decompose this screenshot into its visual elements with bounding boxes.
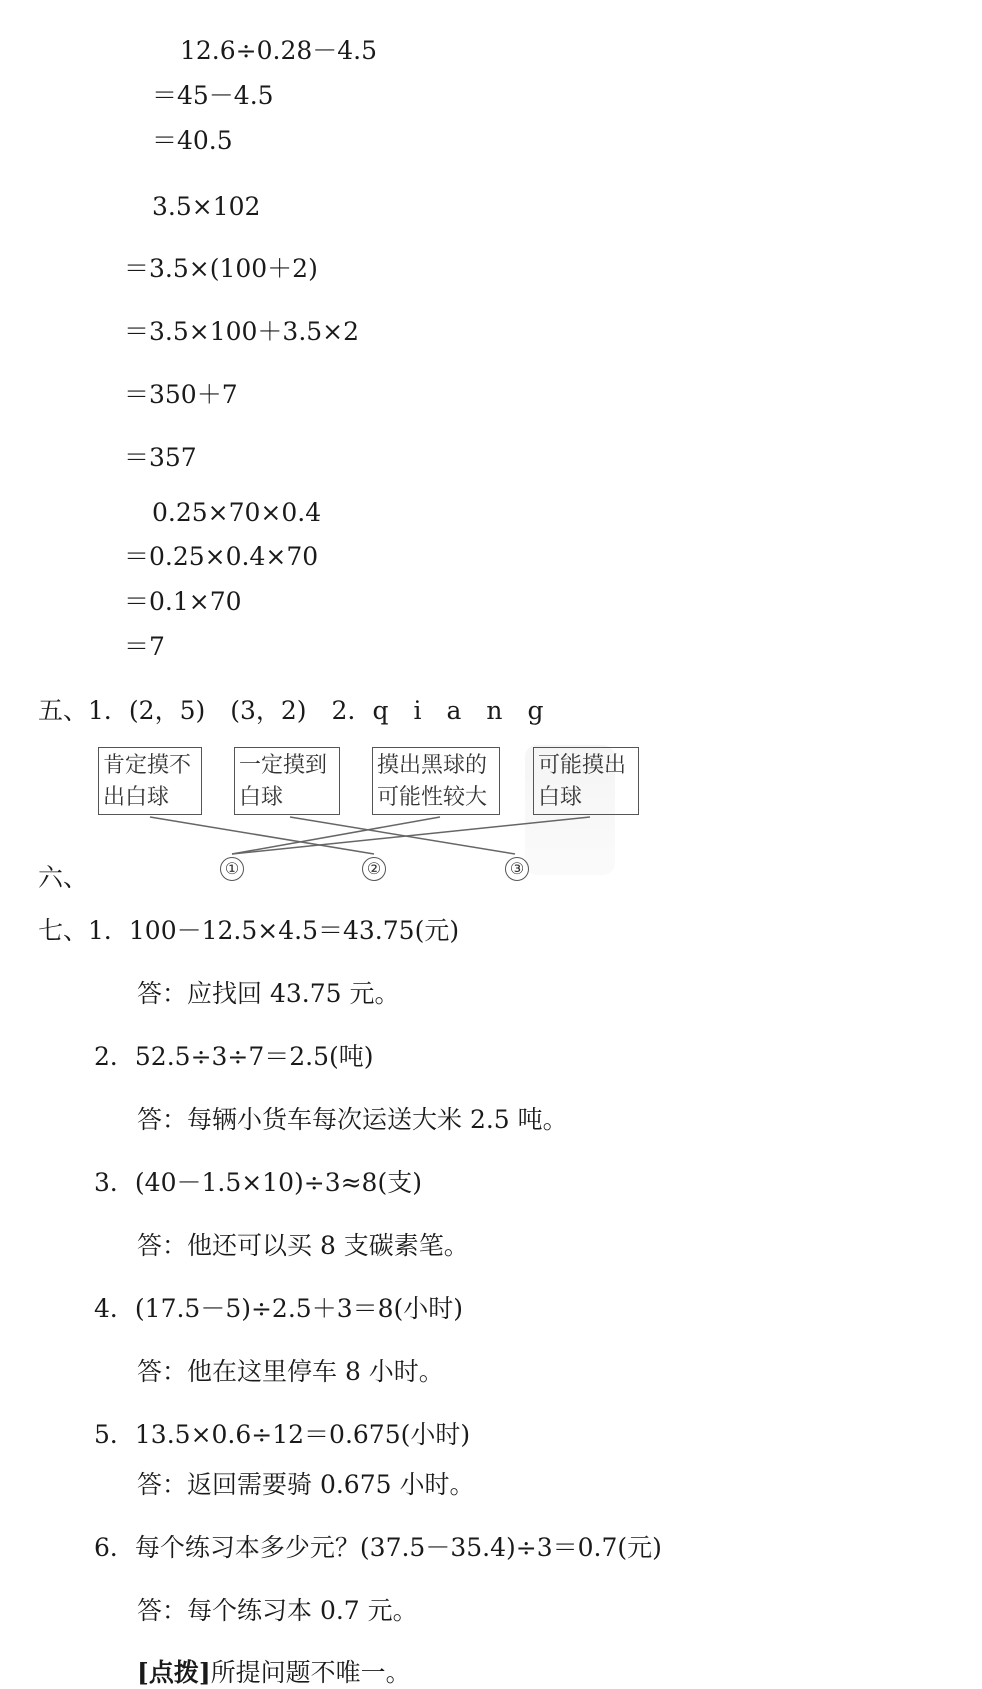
tip-text: 所提问题不唯一。 xyxy=(210,1658,411,1687)
problem5-answer: 答：返回需要骑 0.675 小时。 xyxy=(137,1470,475,1499)
problem3-equation: 3．(40－1.5×10)÷3≈8(支) xyxy=(94,1168,422,1197)
option-box-2-line1: 一定摸到 xyxy=(239,753,328,778)
option-box-3-line1: 摸出黑球的 xyxy=(377,753,488,778)
calc1-line2: ＝45－4.5 xyxy=(152,81,274,110)
section5-header: 五、1．(2，5) (3，2) 2．q i a n g xyxy=(38,696,544,725)
tip-line xyxy=(137,1660,411,1685)
match-line-2 xyxy=(290,817,515,854)
problem3-answer: 答：他还可以买 8 支碳素笔。 xyxy=(137,1231,469,1260)
calc1-line1: 12.6÷0.28－4.5 xyxy=(180,36,378,65)
option-box-4-line1: 可能摸出 xyxy=(538,753,627,778)
problem1-answer: 答：应找回 43.75 元。 xyxy=(137,979,400,1008)
problem4-equation: 4．(17.5－5)÷2.5＋3＝8(小时) xyxy=(94,1294,464,1323)
option-box-1-line2: 出白球 xyxy=(103,785,170,810)
problem4-answer: 答：他在这里停车 8 小时。 xyxy=(137,1357,444,1386)
problem2-equation: 2．52.5÷3÷7＝2.5(吨) xyxy=(94,1042,374,1071)
tip-label: [点拨] xyxy=(137,1658,211,1687)
calc3-line3: ＝0.1×70 xyxy=(124,587,242,616)
option-box-2-line2: 白球 xyxy=(239,785,284,810)
calc3-line4: ＝7 xyxy=(124,632,165,661)
problem1-equation: 七、1．100－12.5×4.5＝43.75(元) xyxy=(38,916,460,945)
problem6-answer: 答：每个练习本 0.7 元。 xyxy=(137,1596,418,1625)
section6-label: 六、 xyxy=(38,863,89,892)
calc2-line4: ＝350＋7 xyxy=(124,380,238,409)
calc2-line5: ＝357 xyxy=(124,443,197,472)
option-box-3-line2: 可能性较大 xyxy=(377,785,488,810)
option-box-4-line2: 白球 xyxy=(538,785,583,810)
calc1-line3: ＝40.5 xyxy=(152,126,233,155)
calc2-line2: ＝3.5×(100＋2) xyxy=(124,254,318,283)
calc2-line1: 3.5×102 xyxy=(152,192,261,221)
calc2-line3: ＝3.5×100＋3.5×2 xyxy=(124,317,360,346)
circle-3: ③ xyxy=(505,857,529,881)
calc3-line1: 0.25×70×0.4 xyxy=(152,498,322,527)
problem5-equation: 5．13.5×0.6÷12＝0.675(小时) xyxy=(94,1420,471,1449)
problem6-equation: 6．每个练习本多少元？(37.5－35.4)÷3＝0.7(元) xyxy=(94,1533,662,1562)
circle-2: ② xyxy=(362,857,386,881)
calc3-line2: ＝0.25×0.4×70 xyxy=(124,542,319,571)
option-box-1-line1: 肯定摸不 xyxy=(103,753,192,778)
circle-1: ① xyxy=(220,857,244,881)
problem2-answer: 答：每辆小货车每次运送大米 2.5 吨。 xyxy=(137,1105,568,1134)
